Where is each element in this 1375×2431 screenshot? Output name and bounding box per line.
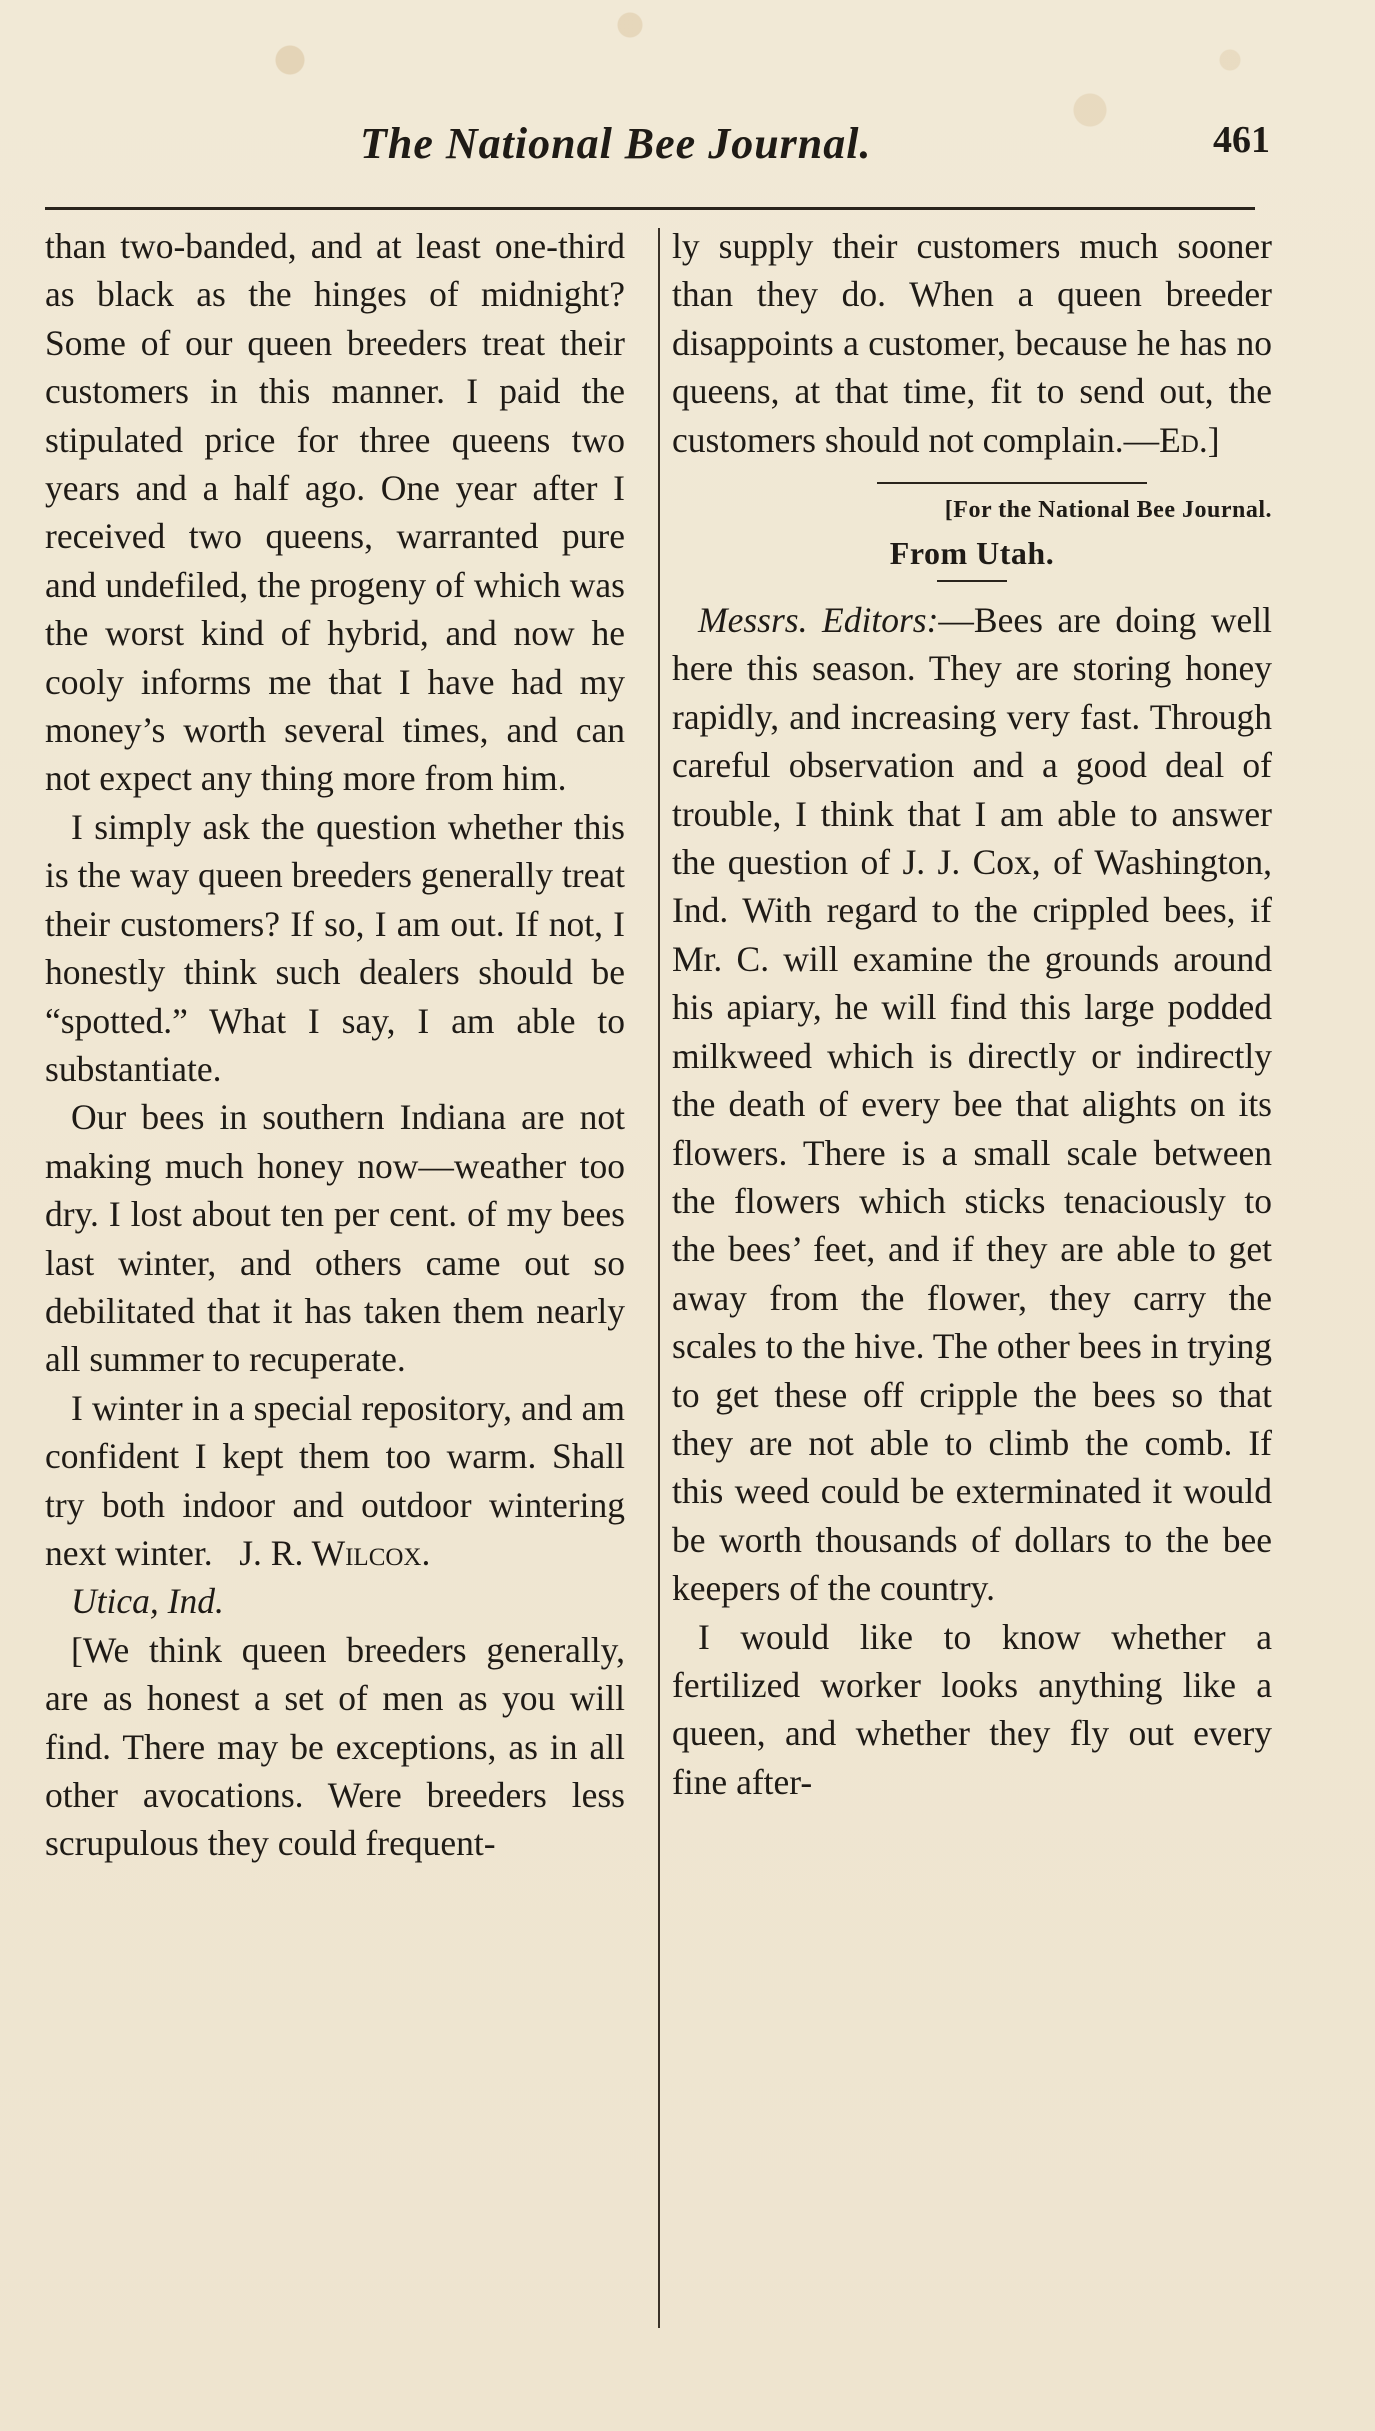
right-paragraph-1 — [672, 222, 1272, 464]
right-paragraph-2-text: —Bees are doing well here this season. They are storing honey rapidly, and increasing very fast. Through careful observation and a good deal of trouble, I think that I am able to answer the question of J. J. Cox, of Washington, Ind. With regard to the crippled bees, if Mr. C. will examine the grounds around his apiary, he will find this large podded milkweed which is directly or indirectly the death of every bee that alights on its flowers. There is a small scale between the flowers which sticks tenaciously to the bees’ feet, and if they are able to get away from the flower, they carry the scales to the hive. The other bees in trying to get these off cripple the bees so that they are not able to climb the comb. If this weed could be exterminated it would be worth thousands of dollars to the bee keepers of the country. — [672, 600, 1273, 1609]
right-paragraph-3: I would like to know whether a fertilized worker looks anything like a queen, and whether they fly out every fine after- — [672, 1616, 1272, 1802]
salutation: Messrs. Editors: — [698, 600, 939, 641]
right-column — [672, 222, 1272, 1806]
editor-mark: Ed. — [1159, 419, 1208, 460]
article-credit: [For the National Bee Journal. — [944, 497, 1272, 524]
column-divider — [658, 228, 660, 2328]
bracket-close: ] — [1207, 419, 1220, 460]
left-paragraph-4-text: I winter in a special repository, and am confident I kept them too warm. Shall try both indoor and outdoor wintering next winter. — [45, 1387, 625, 1573]
editor-note: [We think queen breeders generally, are as honest a set of men as you will find. There may be exceptions, as in all other avocations. Were breeders less scrupulous they could frequent- — [45, 1629, 625, 1864]
header-rule — [45, 207, 1255, 210]
section-rule — [877, 482, 1147, 484]
article-heading: From Utah. — [889, 535, 1055, 572]
place-line: Utica, Ind. — [71, 1581, 224, 1622]
signature: J. R. Wilcox. — [239, 1532, 431, 1573]
left-column — [45, 222, 625, 1868]
page-number: 461 — [1213, 119, 1270, 161]
left-paragraph-1: than two-banded, and at least one-third as black as the hinges of midnight? Some of our queen breeders treat their customers in this manner. I paid the stipulated price for three queens two years and a half ago. One year after I received two queens, warranted pure and undefiled, the progeny of which was the worst kind of hybrid, and now he cooly informs me that I have had my money’s worth several times, and can not expect any thing more from him. — [45, 226, 625, 799]
left-paragraph-2: I simply ask the question whether this is the way queen breeders generally treat their customers? If so, I am out. If not, I honestly think such dealers should be “spotted.” What I say, I am able to substantiate. — [45, 806, 625, 1089]
left-paragraph-3: Our bees in southern Indiana are not making much honey now—weather too dry. I lost about ten per cent. of my bees last winter, and others came out so debilitated that it has taken them nearly all summer to recuperate. — [45, 1097, 625, 1380]
page-header — [360, 118, 1270, 178]
right-paragraph-2 — [672, 596, 1272, 1613]
heading-rule — [937, 580, 1007, 582]
journal-title: The National Bee Journal. — [360, 119, 872, 168]
right-paragraph-1-text: ly supply their customers much sooner than they do. When a queen breeder disappoints a customer, because he has no queens, at that time, fit to send out, the customers should not complain.— — [672, 226, 1272, 460]
left-paragraph-4 — [45, 1384, 625, 1578]
